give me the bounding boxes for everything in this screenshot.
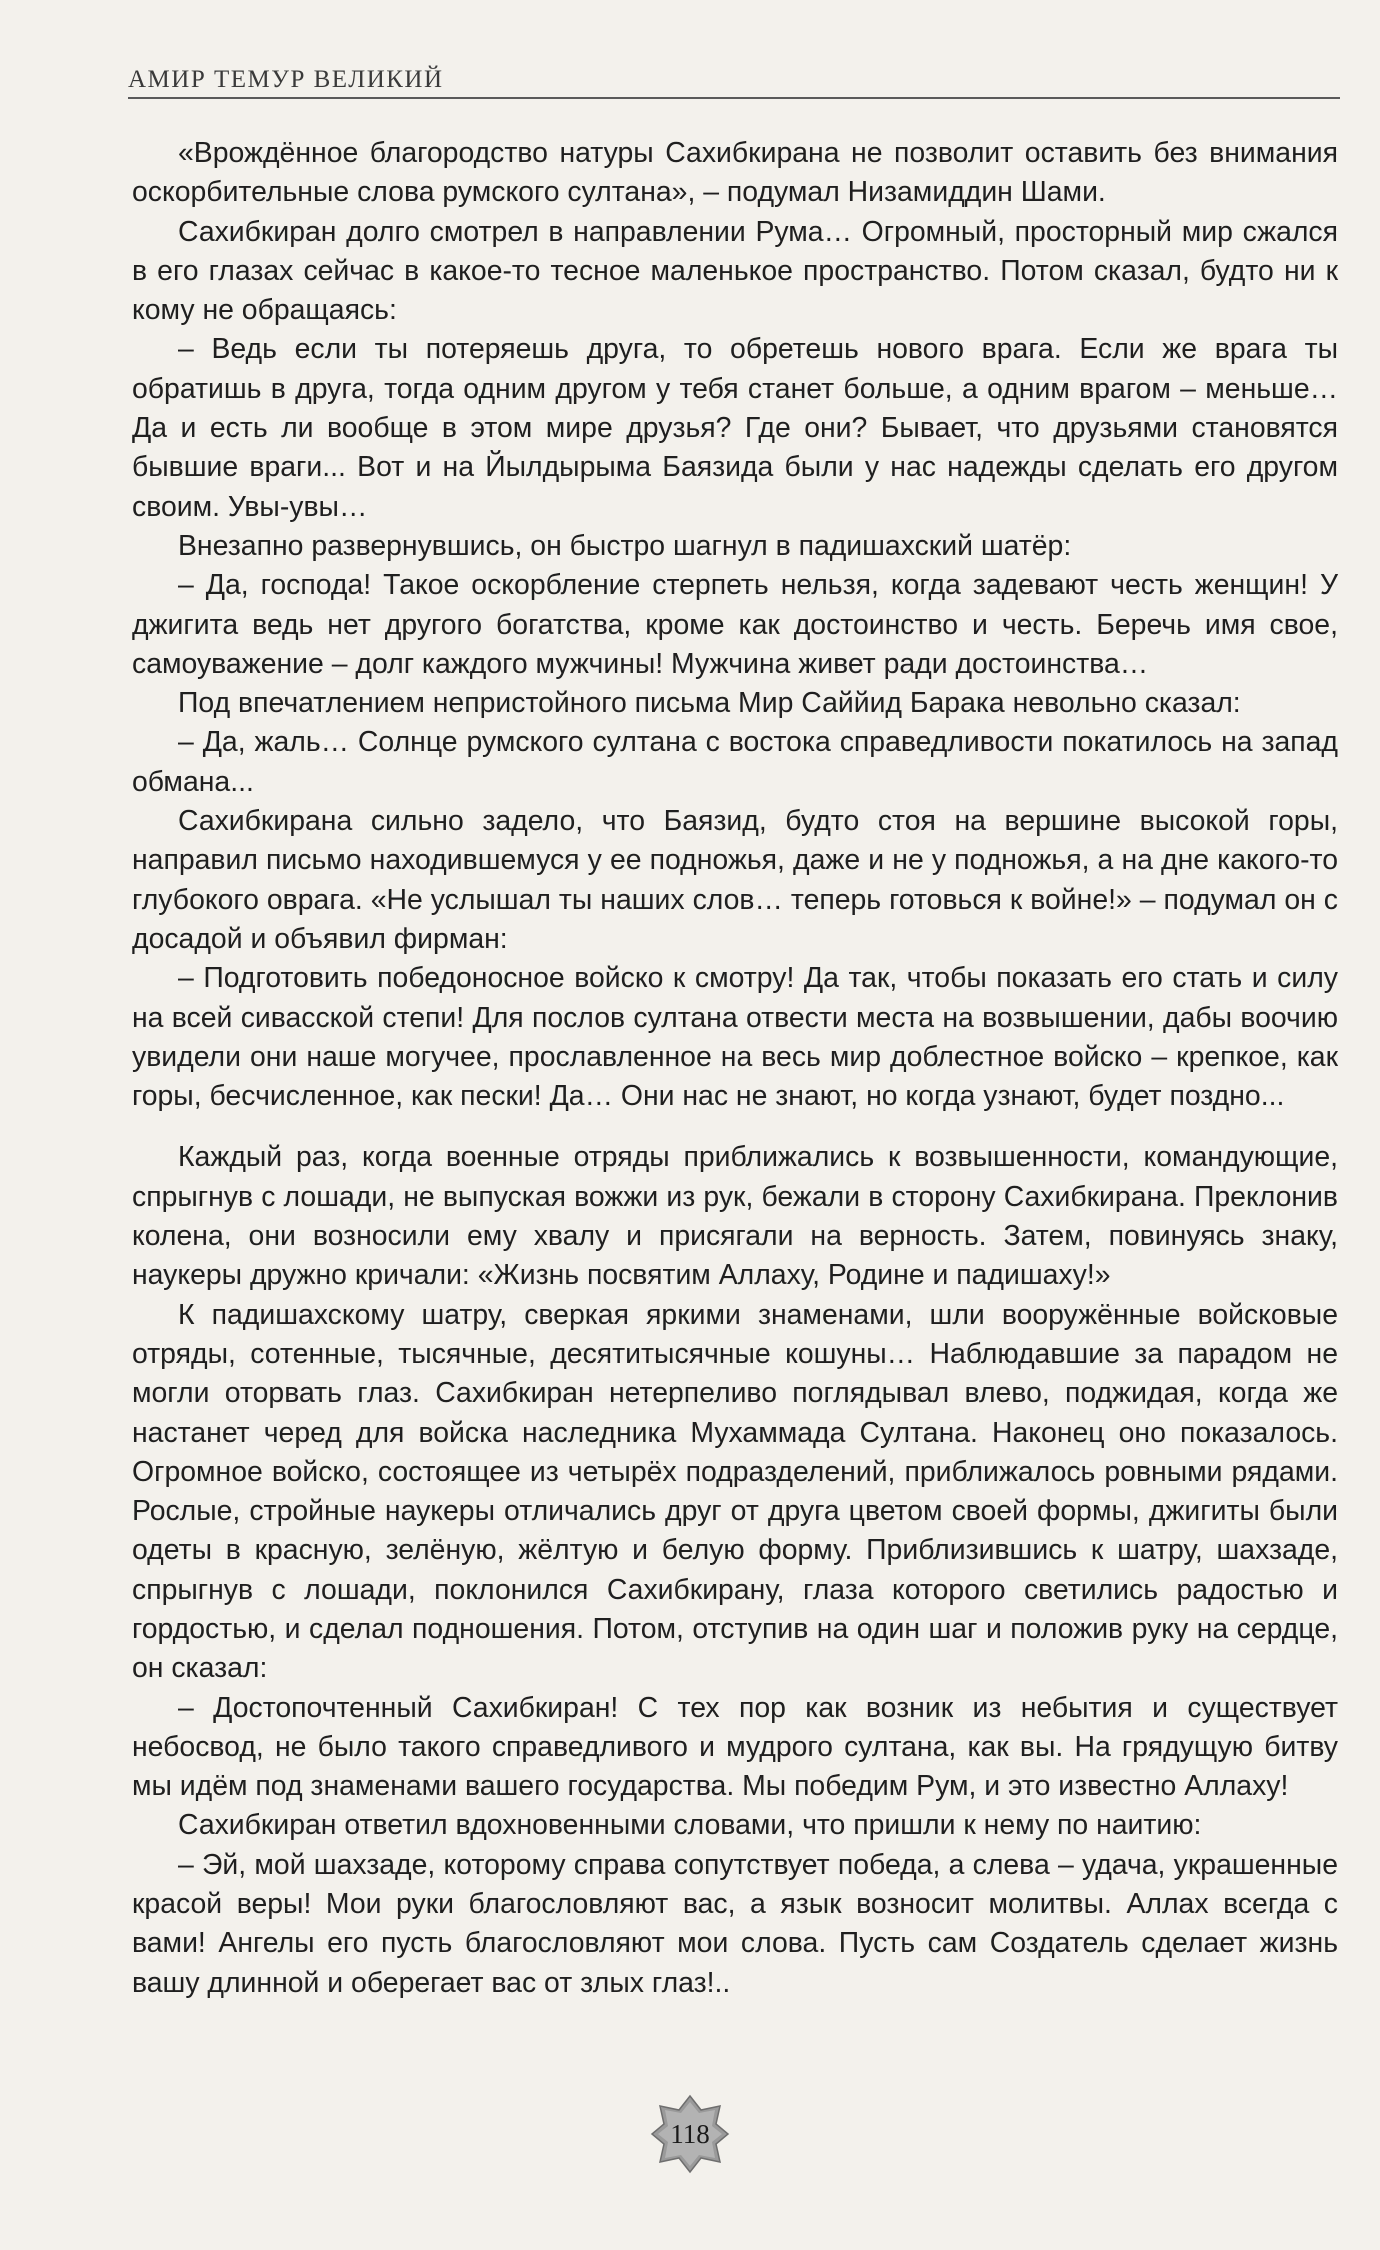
paragraph: – Да, господа! Такое оскорбление стерпеть нельзя, когда задевают честь женщин! У джигита ведь нет другого богатства, кроме как достоинство и честь. Беречь имя свое, самоуважение – долг каждого мужчины! Мужчина живет ради достоинства… [132,569,1338,680]
paragraph: – Подготовить победоносное войско к смотру! Да так, чтобы показать его стать и силу на всей сивасской степи! Для послов султана отвести места на возвышении, дабы воочию увидели они наше могучее, прославленное на весь мир доблестное войско – крепкое, как горы, бесчисленное, как пески! Да… Они нас не знают, но когда узнают, будет поздно... [132,962,1338,1113]
body-text [132,134,1338,2003]
page-number-badge [650,2094,730,2174]
running-head: АМИР ТЕМУР ВЕЛИКИЙ [128,66,444,93]
paragraph: – Ведь если ты потеряешь друга, то обретешь нового врага. Если же врага ты обратишь в друга, тогда одним другом у тебя станет больше, а одним врагом – меньше… Да и есть ли вообще в этом мире друзья? Где они? Бывает, что друзьями становятся бывшие враги... Вот и на Йылдырыма Баязида были у нас надежды сделать его другом своим. Увы-увы… [132,333,1338,523]
paragraph: Внезапно развернувшись, он быстро шагнул в падишахский шатёр: [178,529,1072,562]
paragraph: «Врождённое благородство натуры Сахибкирана не позволит оставить без внимания оскорбительные слова румского султана», – подумал Низамиддин Шами. [132,137,1338,209]
paragraph: К падишахскому шатру, сверкая яркими знаменами, шли вооружённые войсковые отряды, сотенные, тысячные, десятитысячные кошуны… Наблюдавшие за парадом не могли оторвать глаз. Сахибкиран нетерпеливо поглядывал влево, поджидая, когда же настанет черед для войска наследника Мухаммада Султана. Наконец оно показалось. Огромное войско, состоящее из четырёх подразделений, приближалось ровными рядами. Рослые, стройные наукеры отличались друг от друга цветом своей формы, джигиты были одеты в красную, зелёную, жёлтую и белую форму. Приблизившись к шатру, шахзаде, спрыгнув с лошади, поклонился Сахибкирану, глаза которого светились радостью и гордостью, и сделал подношения. Потом, отступив на один шаг и положив руку на сердце, он сказал: [132,1298,1338,1685]
paragraph: Каждый раз, когда военные отряды приближались к возвышенности, командующие, спрыгнув с лошади, не выпуская вожжи из рук, бежали в сторону Сахибкирана. Преклонив колена, они возносили ему хвалу и присягали на верность. Затем, повинуясь знаку, наукеры дружно кричали: «Жизнь посвятим Аллаху, Родине и падишаху!» [132,1141,1338,1292]
section-break [132,1116,1338,1138]
paragraph: Сахибкирана сильно задело, что Баязид, будто стоя на вершине высокой горы, направил письмо находившемуся у ее подножья, даже и не у подножья, а на дне какого-то глубокого оврага. «Не услышал ты наших слов… теперь готовься к войне!» – подумал он с досадой и объявил фирман: [132,805,1338,955]
paragraph: Под впечатлением непристойного письма Мир Саййид Барака невольно сказал: [178,687,1241,720]
page-number: 118 [670,2119,710,2149]
paragraph: – Эй, мой шахзаде, которому справа сопутствует победа, а слева – удача, украшенные красой веры! Мои руки благословляют вас, а язык возносит молитвы. Аллах всегда с вами! Ангелы его пусть благословляют мои слова. Пусть сам Создатель сделает жизнь вашу длинной и оберегает вас от злых глаз!.. [132,1848,1338,1999]
paragraph: – Да, жаль… Солнце румского султана с востока справедливости покатилось на запад обмана... [132,726,1338,798]
paragraph: Сахибкиран ответил вдохновенными словами, что пришли к нему по наитию: [178,1809,1202,1842]
paragraph: – Достопочтенный Сахибкиран! С тех пор как возник из небытия и существует небосвод, не было такого справедливого и мудрого султана, как вы. На грядущую битву мы идём под знаменами вашего государства. Мы победим Рум, и это известно Аллаху! [132,1691,1338,1803]
paragraph: Сахибкиран долго смотрел в направлении Рума… Огромный, просторный мир сжался в его глазах сейчас в какое-то тесное маленькое пространство. Потом сказал, будто ни к кому не обращаясь: [132,215,1338,327]
header-rule [128,97,1340,99]
